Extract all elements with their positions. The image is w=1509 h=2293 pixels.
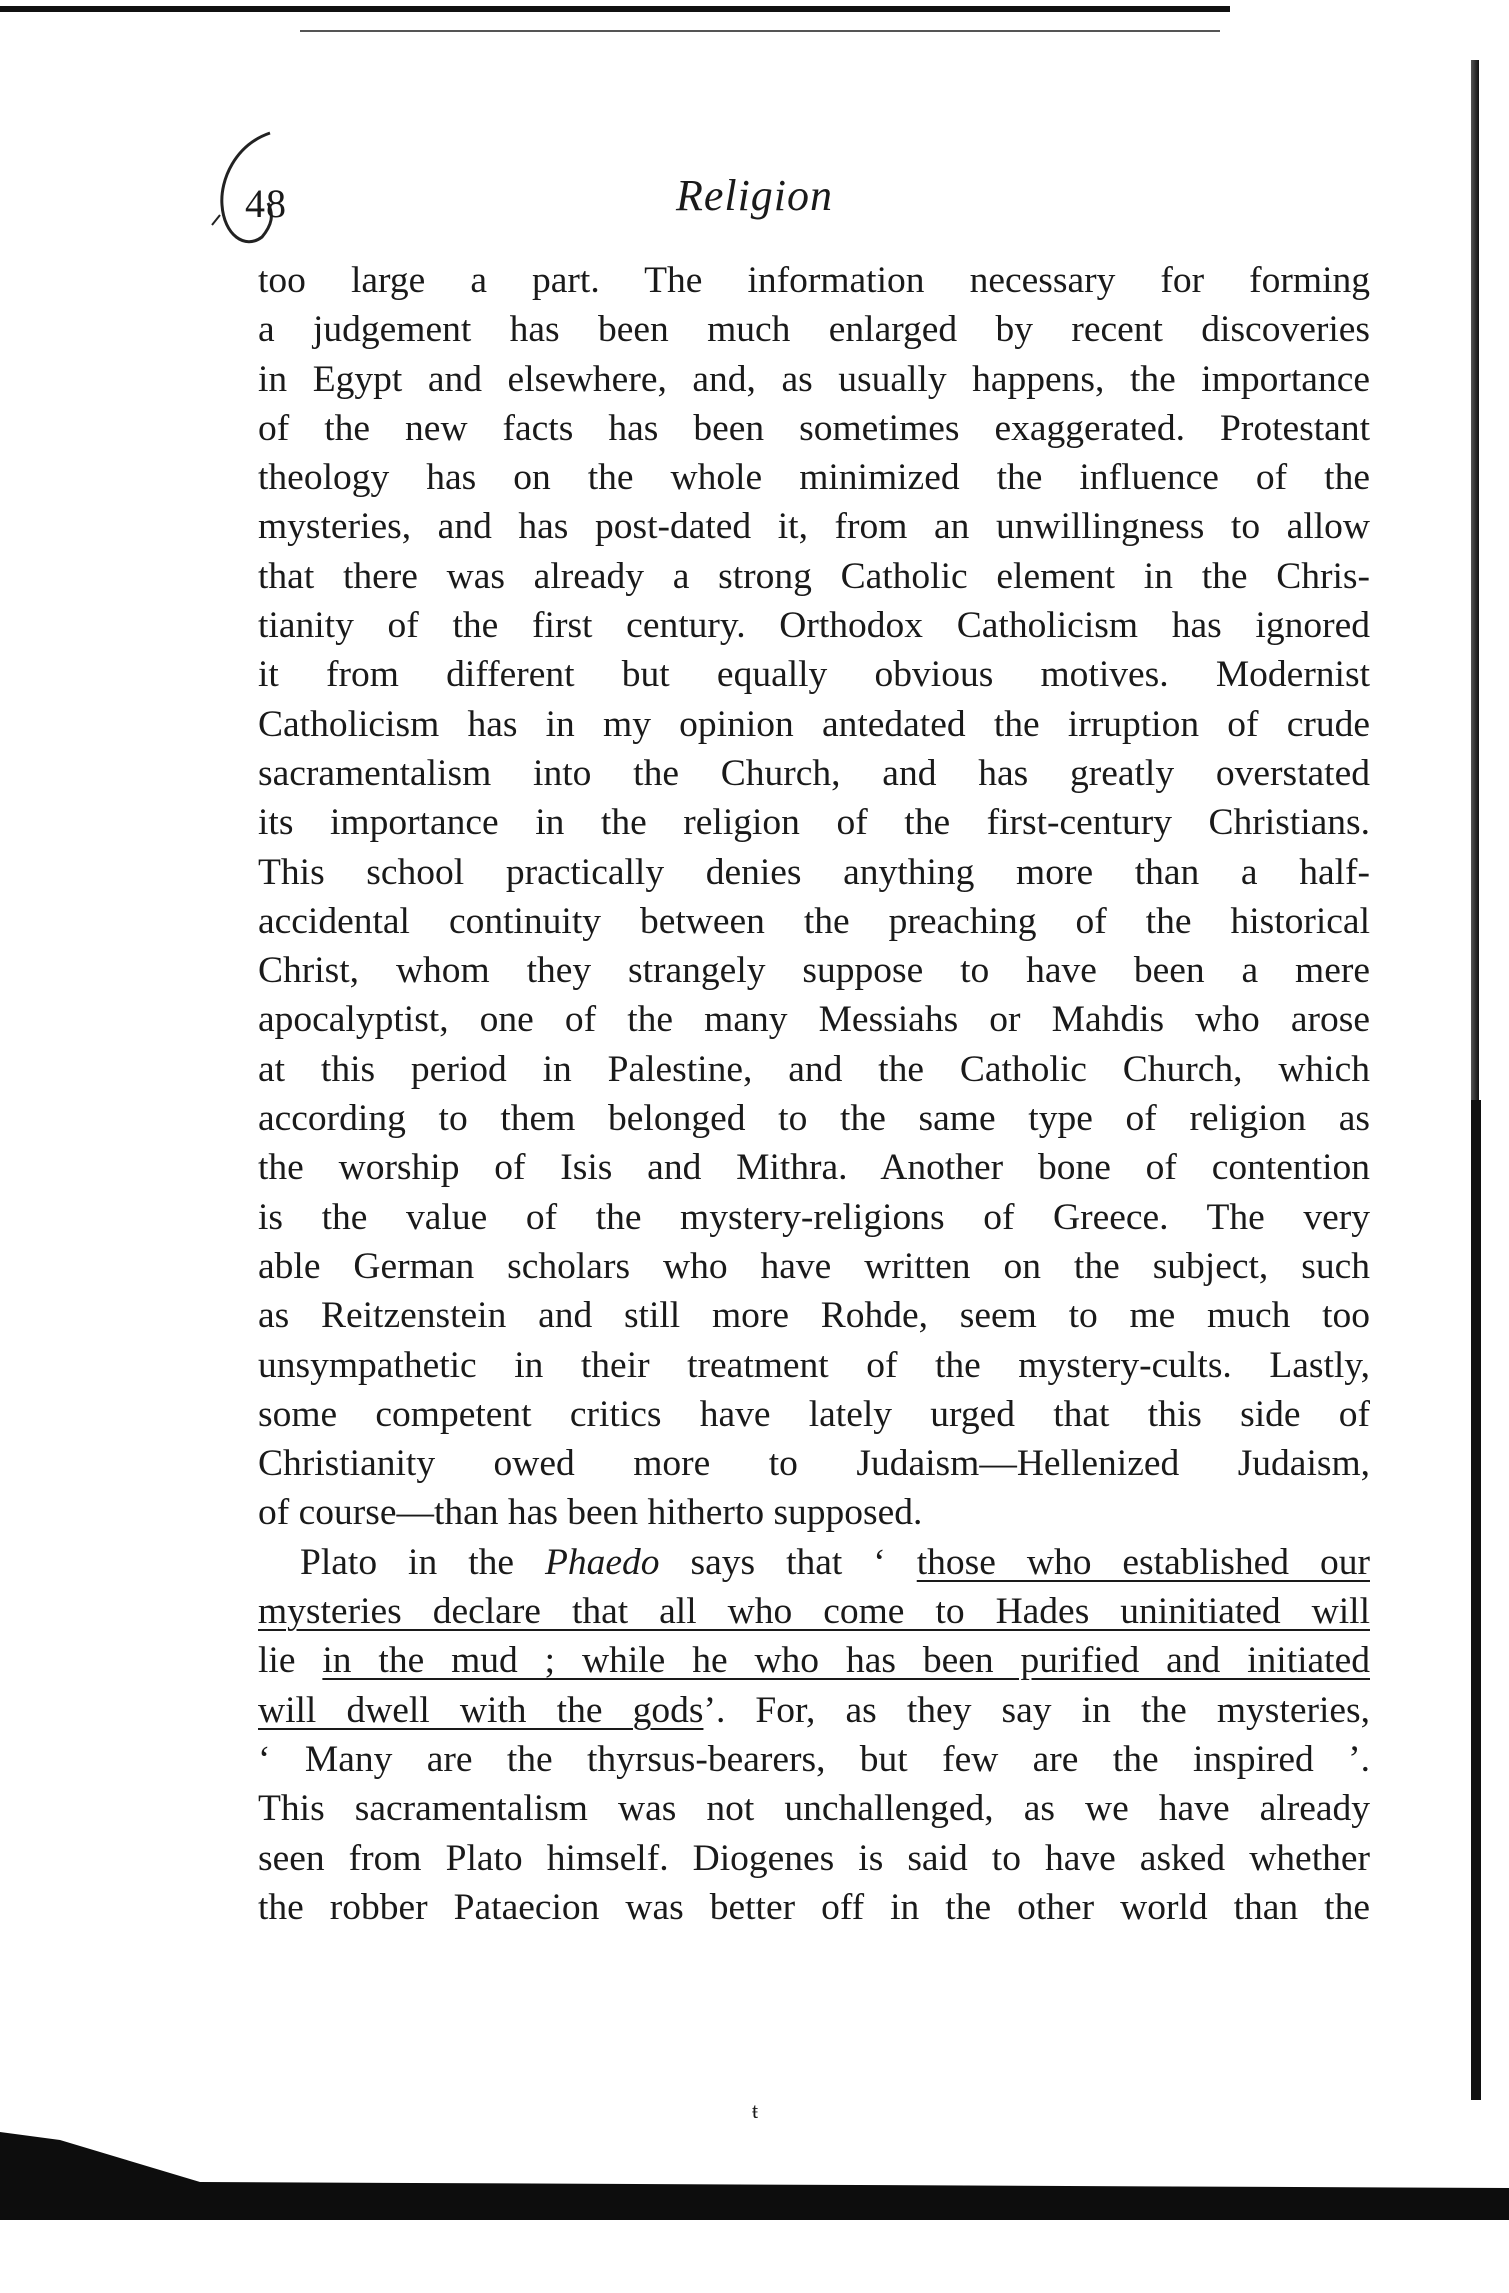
text-line: of the new facts has been sometimes exaggerated. Protestant <box>258 407 1370 449</box>
text-line: Christianity owed more to Judaism—Hellenized Judaism, <box>258 1443 1370 1485</box>
text-line: the worship of Isis and Mithra. Another bone of contention <box>258 1147 1370 1189</box>
text-line: This school practically denies anything more than a half- <box>258 851 1370 893</box>
text-line: mysteries, and has post-dated it, from an unwillingness to allow <box>258 506 1370 548</box>
text-line: a judgement has been much enlarged by recent discoveries <box>258 309 1370 351</box>
text-line: accidental continuity between the preaching of the historical <box>258 900 1370 942</box>
text-line <box>258 1538 1370 1587</box>
text-line: This sacramentalism was not unchallenged, as we have already <box>258 1788 1370 1830</box>
text-line: as Reitzenstein and still more Rohde, seem to me much too <box>258 1295 1370 1337</box>
text-line: according to them belonged to the same type of religion as <box>258 1098 1370 1140</box>
footer-mark: ŧ <box>752 2098 759 2123</box>
handwritten-underline-text: mysteries declare that all who come to Hades uninitiated will <box>258 1591 1370 1633</box>
text-line <box>258 1636 1370 1685</box>
text-line: too large a part. The information necessary for forming <box>258 260 1370 301</box>
handwritten-underline-text: will dwell with the gods <box>258 1689 704 1731</box>
paragraph <box>258 1538 1370 1932</box>
handwritten-underline-text: in the mud ; while he who has been purified and initiated <box>322 1640 1370 1682</box>
text-line: it from different but equally obvious motives. Modernist <box>258 654 1370 696</box>
text-line: able German scholars who have written on the subject, such <box>258 1245 1370 1287</box>
line-segment: Plato in the <box>300 1541 545 1583</box>
text-line: some competent critics have lately urged that this side of <box>258 1393 1370 1435</box>
text-line: of course—than has been hitherto supposed. <box>258 1492 923 1534</box>
text-line: its importance in the religion of the first-century Christians. <box>258 802 1370 844</box>
text-line: tianity of the first century. Orthodox Catholicism has ignored <box>258 605 1370 647</box>
text-line: that there was already a strong Catholic element in the Chris- <box>258 555 1370 597</box>
text-line: at this period in Palestine, and the Catholic Church, which <box>258 1048 1370 1090</box>
text-line: is the value of the mystery-religions of Greece. The very <box>258 1196 1370 1238</box>
body-text <box>258 256 1370 1932</box>
scan-edge-shadow <box>0 2120 1509 2220</box>
text-line: the robber Pataecion was better off in the other world than the <box>258 1886 1370 1928</box>
handwritten-underline-text: those who established our <box>916 1541 1370 1583</box>
line-segment: says that ‘ <box>659 1541 917 1583</box>
text-line: Christ, whom they strangely suppose to have been a mere <box>258 950 1370 992</box>
top-rule <box>0 6 1230 12</box>
text-line: apocalyptist, one of the many Messiahs or Mahdis who arose <box>258 999 1370 1041</box>
text-line: theology has on the whole minimized the influence of the <box>258 457 1370 499</box>
line-segment: ’. For, as they say in the mysteries, <box>703 1689 1370 1731</box>
page-number: 48 <box>245 181 287 226</box>
text-line: sacramentalism into the Church, and has greatly overstated <box>258 752 1370 794</box>
text-line <box>258 1587 1370 1636</box>
text-line: in Egypt and elsewhere, and, as usually happens, the importance <box>258 358 1370 400</box>
text-line: unsympathetic in their treatment of the mystery-cults. Lastly, <box>258 1344 1370 1386</box>
line-segment: lie <box>258 1640 323 1682</box>
text-line: Catholicism has in my opinion antedated the irruption of crude <box>258 703 1370 745</box>
top-rule-thin <box>300 30 1220 32</box>
running-head: Religion <box>675 171 834 220</box>
page-edge-shadow-lower <box>1471 1100 1481 2100</box>
text-line <box>258 1686 1370 1735</box>
italic-title: Phaedo <box>544 1541 660 1583</box>
text-line: seen from Plato himself. Diogenes is said to have asked whether <box>258 1837 1370 1879</box>
text-line: ‘ Many are the thyrsus-bearers, but few are the inspired ’. <box>258 1738 1370 1780</box>
paragraph <box>258 256 1370 1538</box>
